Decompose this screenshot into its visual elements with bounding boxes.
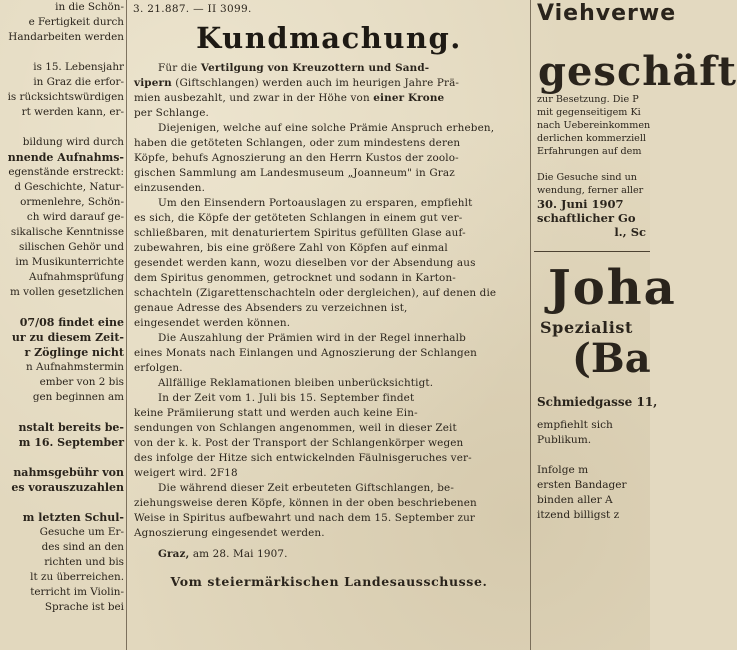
left-column-line: Sprache ist bei (44, 601, 124, 613)
article-line: Allfällige Reklamationen bleiben unberücksichtigt. (158, 377, 434, 389)
left-column-line (0, 450, 124, 465)
ad-small-text (534, 93, 650, 197)
column-rule-left (126, 0, 127, 650)
right-column-ads (534, 0, 737, 650)
article-line: es sich, die Köpfe der getöteten Schlangen in einem gut ver- (134, 212, 463, 224)
article-line: mien ausbezahlt, und zwar in der Höhe von einer Krone (134, 92, 445, 104)
article-line: dem Spiritus genommen, getrocknet und sodann in Karton- (134, 272, 456, 284)
ad-small-line: nach Uebereinkommen (537, 120, 651, 131)
article-line: Weise in Spiritus aufbewahrt und nach dem 15. September zur (134, 512, 476, 524)
article-line: des infolge der Hitze sich entwickelnden Fäulnisgeruches ver- (134, 452, 472, 464)
article-line: Für die Vertilgung von Kreuzottern und Sand- (158, 62, 430, 74)
left-column-line: ch wird darauf ge- (26, 211, 124, 223)
article-line: keine Prämiierung statt und werden auch keine Ein- (134, 407, 418, 419)
ad-heading-johann: Joha (548, 260, 677, 316)
article-body (130, 61, 528, 541)
left-column-line: 07/08 findet eine (19, 316, 124, 329)
article-line: genaue Adresse des Absenders zu verzeichnen ist, (134, 302, 408, 314)
article-line: erfolgen. (134, 362, 183, 374)
left-column-line: m 16. September (18, 436, 124, 449)
left-column-line: silischen Gehör und (19, 241, 124, 253)
article-line: per Schlange. (134, 107, 209, 119)
left-column-line: ormenlehre, Schön- (20, 196, 124, 208)
article-line: gischen Sammlung am Landesmuseum „Joanneum" in Graz (134, 167, 455, 179)
left-column-line: in Graz die erfor- (33, 76, 124, 88)
left-column-line: terricht im Violin- (30, 586, 124, 598)
dateline (130, 547, 528, 562)
left-column-line: e Fertigkeit durch (28, 16, 124, 28)
article-line: Die Auszahlung der Prämien wird in der Regel innerhalb (158, 332, 466, 344)
left-column-line: gen beginnen am (32, 391, 124, 403)
dateline-date: am 28. Mai 1907. (192, 548, 288, 560)
article-line: schließbaren, mit denaturiertem Spiritus gefüllten Glase auf- (134, 227, 466, 239)
left-column-line: m letzten Schul- (22, 511, 124, 524)
article-line: eingesendet werden können. (134, 317, 291, 329)
article-line: eines Monats nach Einlangen und Agnoszierung der Schlangen (134, 347, 477, 359)
article-line: Die während dieser Zeit erbeuteten Giftschlangen, be- (158, 482, 455, 494)
left-column-line: n Aufnahmstermin (26, 361, 124, 373)
ad-body-line: Publikum. (537, 434, 592, 446)
left-column-line: Handarbeiten werden (8, 31, 124, 43)
ad-small-line: derlichen kommerziell (537, 133, 646, 144)
left-column-line: lt zu überreichen. (30, 571, 124, 583)
reference-number: 3. 21.887. — II 3099. (133, 3, 252, 15)
left-column-line (0, 300, 124, 315)
left-column-line (0, 45, 124, 60)
headline: Kundmachung. (196, 21, 462, 55)
left-column-line: sikalische Kenntnisse (10, 226, 124, 238)
left-column-line (0, 405, 124, 420)
left-column-line: bildung wird durch (22, 136, 124, 148)
left-column-line: is rücksichtswürdigen (7, 91, 124, 103)
ad-small-line: Die Gesuche sind un (537, 172, 637, 183)
article-line: Köpfe, behufs Agnoszierung an den Herrn Kustos der zoolo- (134, 152, 459, 164)
ad-body-text (534, 418, 650, 523)
article-line: Diejenigen, welche auf eine solche Prämie Anspruch erheben, (158, 122, 495, 134)
left-column-line: r Zöglinge nicht (24, 346, 124, 359)
article-line: einzusenden. (134, 182, 206, 194)
left-column-line: im Musikunterrichte (15, 256, 124, 268)
article-line: Agnoszierung eingesendet werden. (134, 527, 325, 539)
left-column-line: ur zu diesem Zeit- (11, 331, 124, 344)
left-column-line: Aufnahmsprüfung (29, 271, 124, 283)
left-column-line: nstalt bereits be- (18, 421, 124, 434)
article-line: von der k. k. Post der Transport der Schlangenkörper wegen (134, 437, 464, 449)
left-column-line: Gesuche um Er- (39, 526, 124, 538)
column-rule-right (530, 0, 531, 650)
article-line: weigert wird. 2F18 (134, 467, 238, 479)
ad-body-line (537, 448, 650, 463)
ad-heading-geschaeft: geschäft (538, 48, 737, 95)
ad-heading-viehverwertung: Viehverwe (537, 1, 677, 26)
ad-heading-ba: (Ba (572, 335, 651, 382)
left-column-line: m vollen gesetzlichen (9, 286, 124, 298)
left-column-fragment (0, 0, 124, 650)
article-line: haben die getöteten Schlangen, oder zum mindestens deren (134, 137, 461, 149)
ad-small-line (537, 158, 650, 171)
ad-bold-line: schaftlicher Go (537, 211, 636, 225)
left-column-line: nahmsgebühr von (13, 466, 124, 479)
ad-date-line: 30. Juni 1907 (537, 197, 624, 211)
ad-body-line: ersten Bandager (537, 479, 627, 491)
ad-bold-line-short: l., Sc (614, 225, 646, 239)
signature: Vom steiermärkischen Landesausschusse. (170, 574, 488, 589)
left-column-line: egenstände erstreckt: (8, 166, 124, 178)
left-column-line: nnende Aufnahms- (7, 151, 124, 164)
ad-heading-spezialist: Spezialist (540, 318, 634, 337)
left-column-line: ember von 2 bis (39, 376, 124, 388)
ad-body-line: itzend billigst z (537, 509, 620, 521)
left-column-line: es vorauszuzahlen (11, 481, 124, 494)
announcement-article (130, 0, 528, 650)
left-column-line: in die Schön- (55, 1, 124, 13)
left-column-line: d Geschichte, Natur- (14, 181, 124, 193)
article-line: ziehungsweise deren Köpfe, können in der oben beschriebenen (134, 497, 477, 509)
article-line: Um den Einsendern Portoauslagen zu ersparen, empfiehlt (158, 197, 473, 209)
ad-small-line: zur Besetzung. Die P (537, 94, 639, 105)
article-line: sendungen von Schlangen angenommen, weil in dieser Zeit (134, 422, 457, 434)
left-column-line: rt werden kann, er- (21, 106, 124, 118)
left-column-line (0, 495, 124, 510)
article-line: zubewahren, bis eine größere Zahl von Köpfen auf einmal (134, 242, 448, 254)
ad-body-line: empfiehlt sich (537, 419, 613, 431)
ad-separator (534, 251, 650, 252)
ad-small-line: wendung, ferner aller (537, 185, 644, 196)
ad-body-line: binden aller A (537, 494, 613, 506)
article-line: vipern (Giftschlangen) werden auch im heurigen Jahre Prä- (134, 77, 460, 89)
article-line: gesendet werden kann, wozu dieselben vor der Absendung aus (134, 257, 476, 269)
left-column-line (0, 120, 124, 135)
left-column-line: des sind an den (41, 541, 124, 553)
ad-address: Schmiedgasse 11, (537, 395, 658, 409)
ad-body-line: Infolge m (537, 464, 589, 476)
dateline-place: Graz, (158, 548, 190, 560)
article-line: In der Zeit vom 1. Juli bis 15. September findet (158, 392, 415, 404)
left-column-line: is 15. Lebensjahr (33, 61, 124, 73)
left-column-line: richten und bis (44, 556, 124, 568)
ad-small-line: Erfahrungen auf dem (537, 146, 642, 157)
ad-small-line: mit gegenseitigem Ki (537, 107, 641, 118)
article-line: schachteln (Zigarettenschachteln oder dergleichen), auf denen die (134, 287, 497, 299)
